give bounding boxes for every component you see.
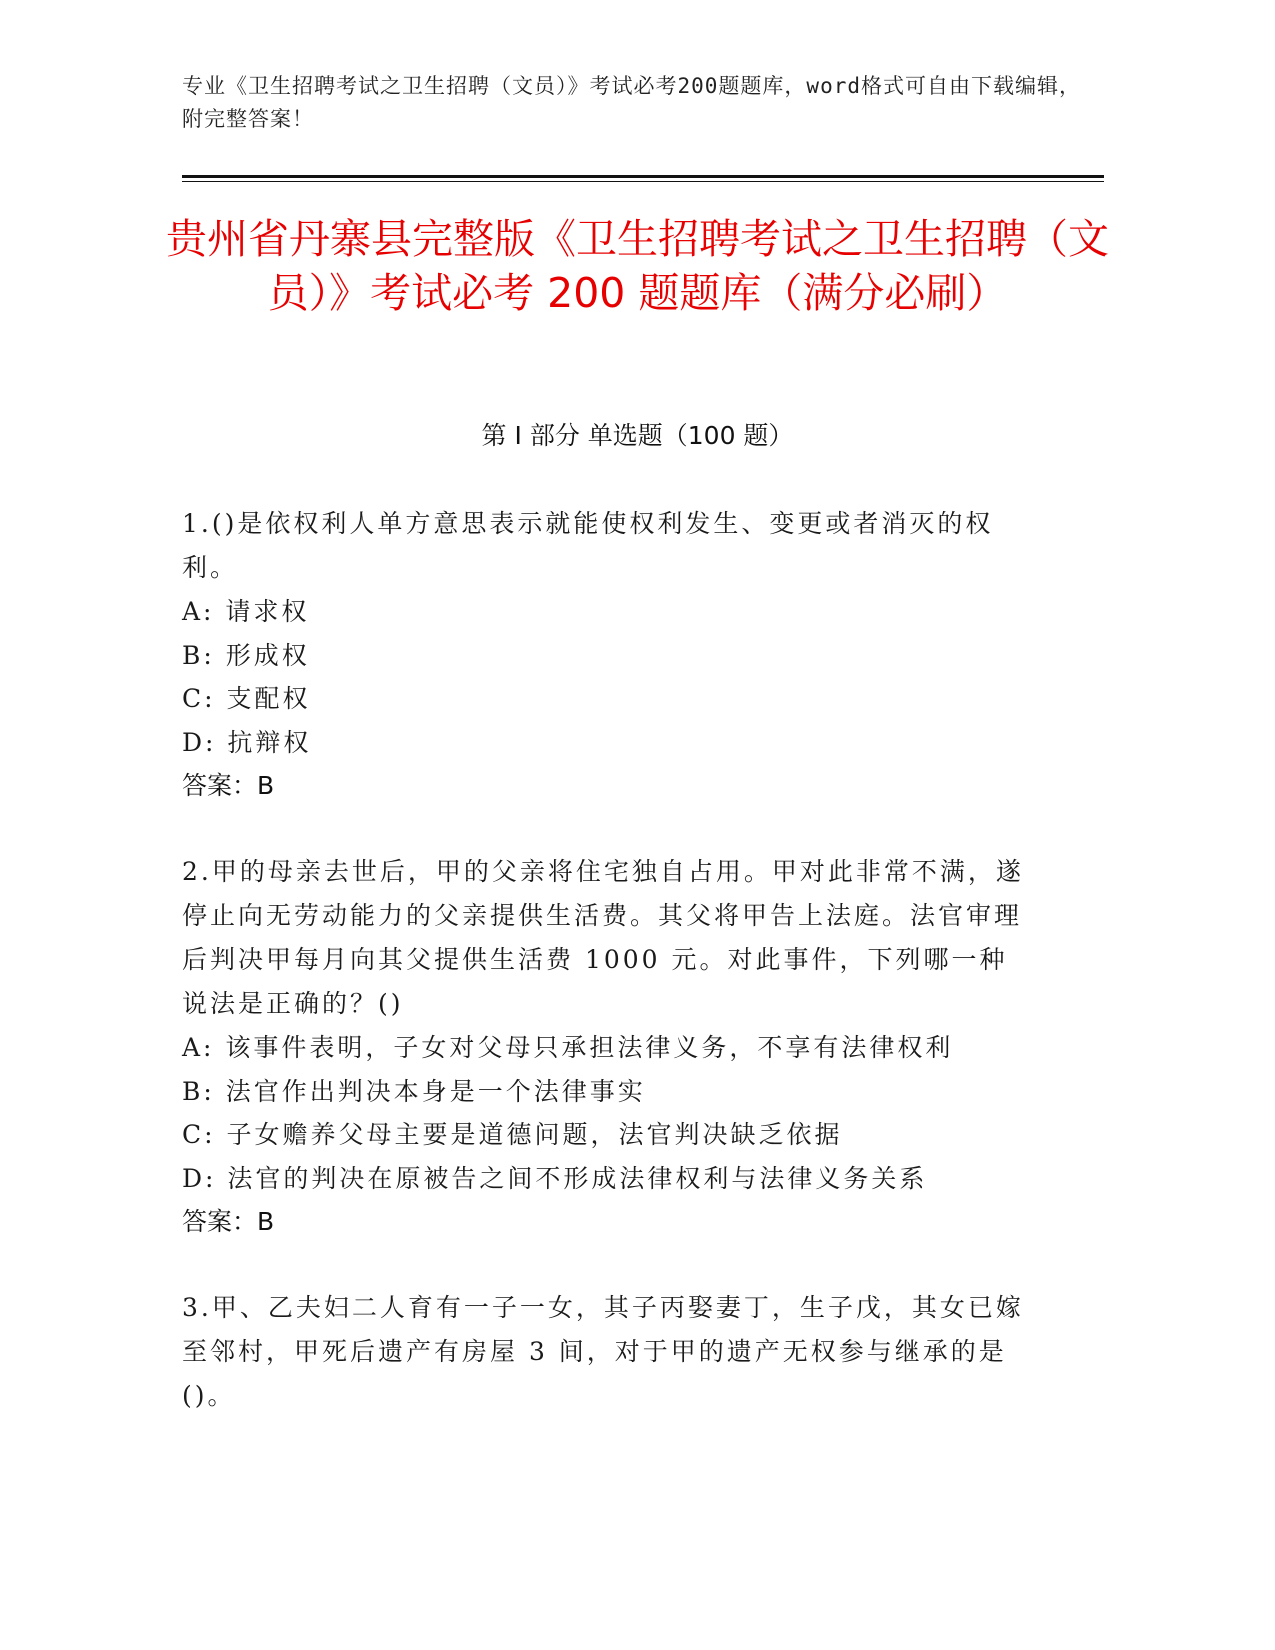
question-stem: 3.甲、乙夫妇二人育有一子一女，其子丙娶妻丁，生子戊，其女已嫁至邻村，甲死后遗产有房屋 3 间，对于甲的遗产无权参与继承的是()。 [182, 1293, 1024, 1410]
option-d: D: 法官的判决在原被告之间不形成法律权利与法律义务关系 [182, 1163, 928, 1193]
option-c: C: 子女赡养父母主要是道德问题，法官判决缺乏依据 [182, 1120, 843, 1149]
header-divider [182, 175, 1104, 178]
document-title: 贵州省丹寨县完整版《卫生招聘考试之卫生招聘（文员）》考试必考 200 题题库（满分必刷） [166, 215, 1109, 317]
question-stem: 2.甲的母亲去世后，甲的父亲将住宅独自占用。甲对此非常不满，遂停止向无劳动能力的父亲提供生活费。其父将甲告上法庭。法官审理后判决甲每月向其父提供生活费 1000 元。对此事件，下列哪一种说法是正确的？() [182, 857, 1024, 1018]
answer: 答案：B [182, 771, 275, 800]
header-note: 专业《卫生招聘考试之卫生招聘（文员）》考试必考200题题库，word格式可自由下载编辑，附完整答案！ [182, 74, 1081, 131]
option-c: C: 支配权 [182, 684, 311, 713]
question-stem: 1.()是依权利人单方意思表示就能使权利发生、变更或者消灭的权利。 [182, 509, 994, 582]
option-d: D: 抗辩权 [182, 727, 312, 757]
header-divider-thin [182, 181, 1104, 182]
option-b: B: 形成权 [182, 640, 310, 670]
option-a: A: 该事件表明，子女对父母只承担法律义务，不享有法律权利 [182, 1033, 954, 1062]
section-title: 第 I 部分 单选题（100 题） [481, 421, 794, 450]
option-b: B: 法官作出判决本身是一个法律事实 [182, 1076, 646, 1106]
question-1 [182, 502, 1032, 808]
question-2 [182, 850, 1032, 1244]
option-a: A: 请求权 [182, 597, 310, 626]
question-3 [182, 1286, 1032, 1418]
answer: 答案：B [182, 1207, 275, 1236]
